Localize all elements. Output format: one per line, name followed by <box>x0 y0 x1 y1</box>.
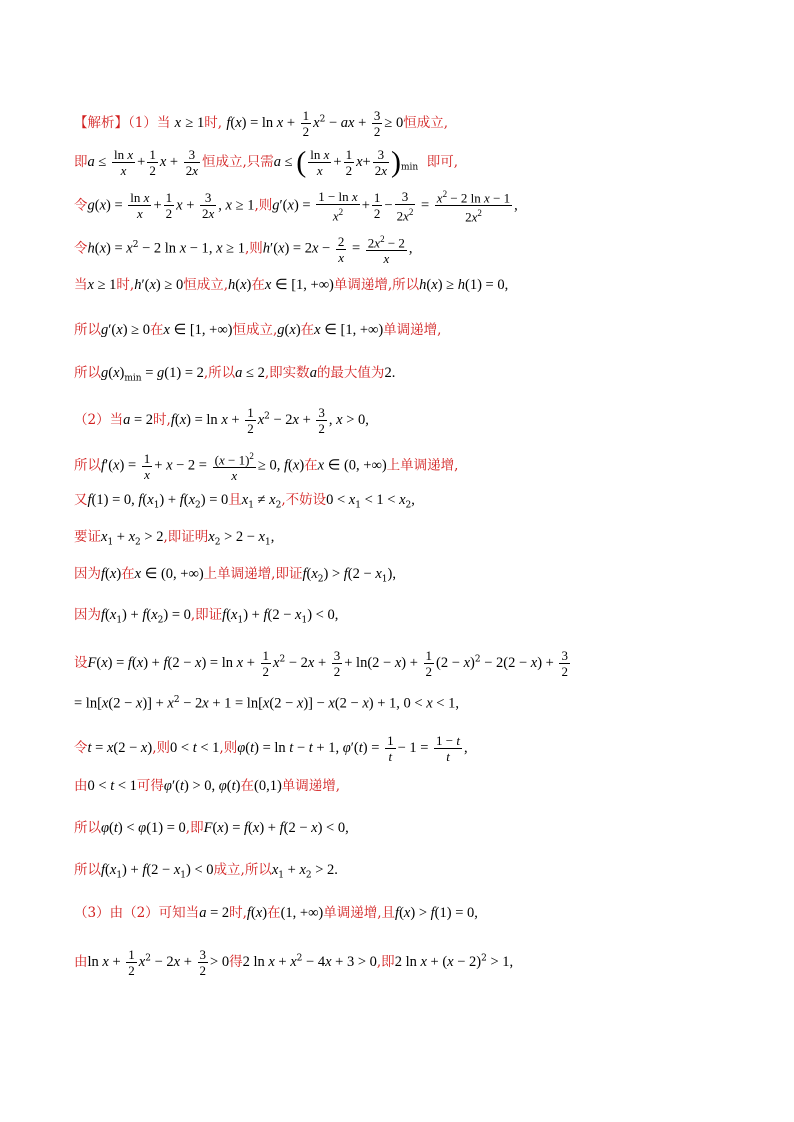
line-18: 所以φ(t) < φ(1) = 0,即F(x) = f(x) + f(2 − x) < 0, <box>74 820 349 836</box>
line-10: 又f(1) = 0, $f(x_1) + f(x_2) = 0$且$x_1 \ne x_2$,不妨设$0 < x_1 < 1 < x_2$, <box>74 492 415 511</box>
line-5: 当x ≥ 1时,h′(x) ≥ 0恒成立,h(x)在x ∈ [1, +∞)单调递增,所以h(x) ≥ h(1) = 0, <box>74 277 509 293</box>
analysis-label: 【解析】 <box>74 115 128 131</box>
line-7: 所以$g(x)_{min} = g(1) = 2$,所以a ≤ 2,即实数a的最大值为2. <box>74 365 396 384</box>
line-13: 因为$f(x_1) + f(x_2) = 0$,即证$f(x_1) + f(2 - x_1) < 0$, <box>74 607 339 626</box>
line-2: 即a ≤ $\frac{\text{ln x}}{x}$ + $\frac{1}{2}$ x + $\frac{3}{2x}$ 恒成立,只需a ≤ ( $\frac{\text{ln x}}{x}$ + $\frac{1}{2}$ x+ $\frac{3}{2x}$ )$_{min}$ 即可, <box>74 145 459 179</box>
line-20: （3）由（2）可知当a = 2时,f(x)在(1, +∞)单调递增,且f(x) > f(1) = 0, <box>74 905 478 921</box>
line-3: 令g(x) = $\frac{\text{ln x}}{x}$ + $\frac{1}{2}$ x + $\frac{3}{2x}$ , x ≥ 1,则g′(x) = $\frac{\text{1 − ln x}}{x^2}$ + $\frac{1}{2}$ − $\frac{3}{2x^2}$ = $\frac{x^2 - 2 \ln x - 1}{2x^2}$ , <box>74 188 518 225</box>
line-16: 令t = x(2 − x),则0 < t < 1,则φ(t) = ln t − t + 1, φ′(t) = $\frac{1}{t}$ − 1 = $\frac{1 - t}{t}$ , <box>74 733 468 764</box>
line-19: 所以$f(x_1) + f(2 - x_1) < 0$成立,所以$x_1 + x_2 > 2$. <box>74 862 338 881</box>
line-6: 所以g′(x) ≥ 0在x ∈ [1, +∞)恒成立,g(x)在x ∈ [1, +∞)单调递增, <box>74 322 442 338</box>
line-14: 设F(x) = f(x) + f(2 − x) = ln x + $\frac{1}{2}$ $x^2 - 2x$ + $\frac{3}{2}$ + ln(2 − x) + $\frac{1}{2}$ $(2 - x)^2 - 2(2 - x)$ + $\frac{3}{2}$ <box>74 648 568 679</box>
line-12: 因为f(x)在x ∈ (0, +∞)上单调递增,即证$f(x_2) > f(2 - x_1)$, <box>74 566 396 585</box>
line-17: 由0 < t < 1可得φ′(t) > 0, φ(t)在(0,1)单调递增, <box>74 778 341 794</box>
line-15: = $\ln[x(2 - x)] + x^2 - 2x + 1 = \ln[x(2 - x)] - x(2 - x) + 1$, 0 < x < 1, <box>74 695 459 712</box>
line-1: 【解析】（1）当 x ≥ 1时, f(x) = ln x + $\frac{1}{2}$ $x^2$ − ax + $\frac{3}{2}$ ≥ 0恒成立, <box>74 108 449 139</box>
line-4: 令$h(x) = x^2 - 2$ ln x − 1, x ≥ 1,则h′(x) = 2x − $\frac{2}{x}$ = $\frac{2x^2 - 2}{x}$ , <box>74 233 413 267</box>
line-21: 由ln x + $\frac{1}{2}$ $x^2 - 2x$ + $\frac{3}{2}$ > 0得2 $\ln x + x^2 - 4x + 3 > 0$,即2 $\ln x + (x - 2)^2 > 1$, <box>74 947 514 978</box>
line-11: 要证$x_1 + x_2 > 2$,即证明$x_2 > 2 - x_1$, <box>74 529 275 548</box>
line-9: 所以f′(x) = $\frac{1}{x}$ + x − 2 = $\frac{(x - 1)^2}{x}$ ≥ 0, f(x)在x ∈ (0, +∞)上单调递增, <box>74 450 459 484</box>
line-8: （2）当a = 2时,f(x) = ln x + $\frac{1}{2}$ $x^2 - 2x$ + $\frac{3}{2}$ , x > 0, <box>74 405 369 436</box>
